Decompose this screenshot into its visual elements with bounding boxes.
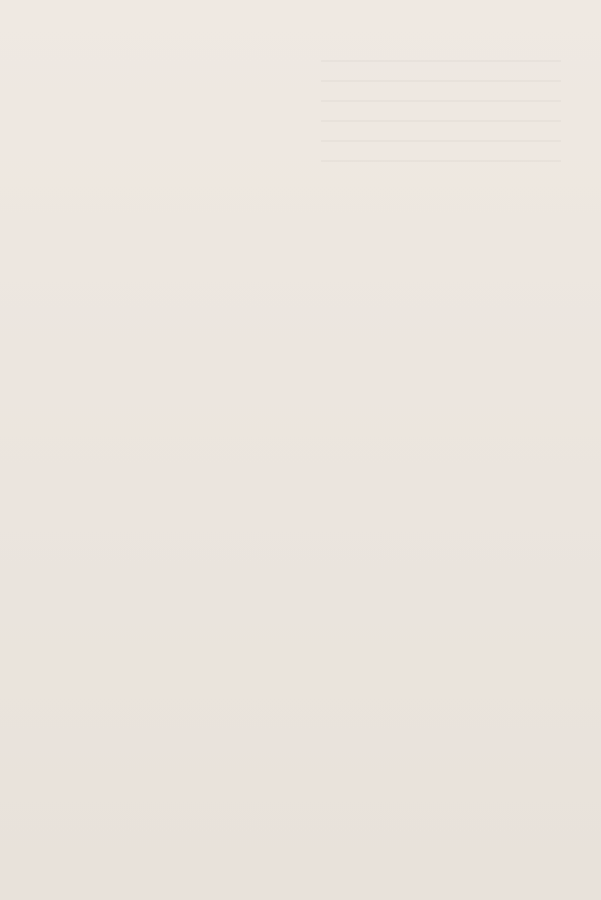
bleed-through-texture — [321, 60, 561, 180]
